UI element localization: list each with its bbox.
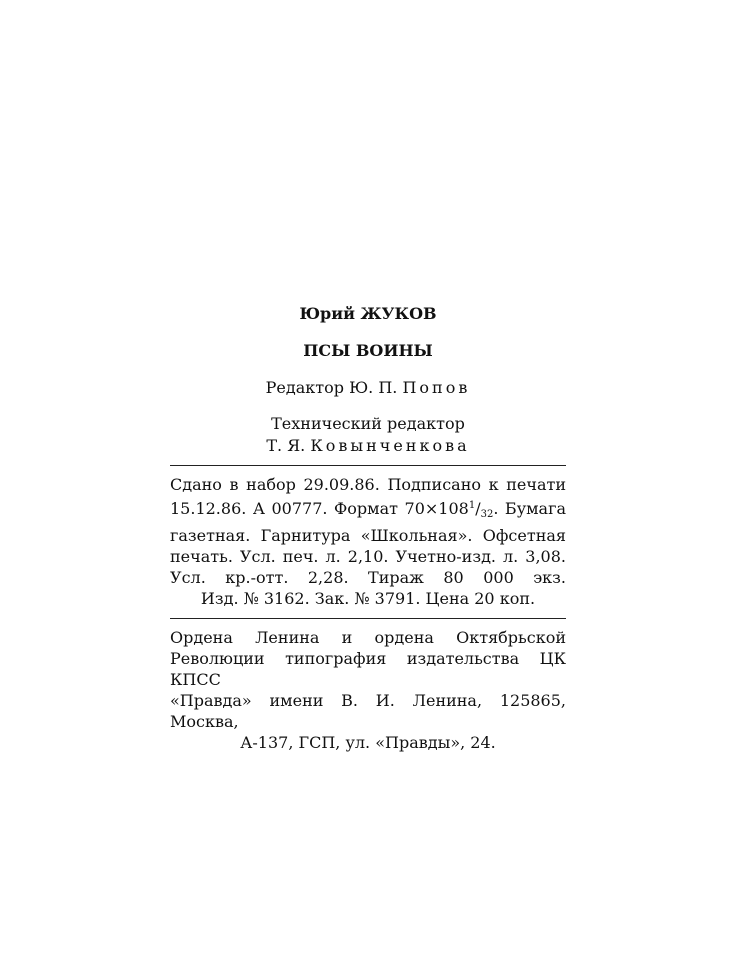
print-info-line: Усл. кр.-отт. 2,28. Тираж 80 000 экз. [170,568,566,587]
print-info-line: газетная. Гарнитура «Школьная». Офсетная [170,526,566,545]
print-info-paper-text: . Бумага [493,499,567,518]
print-info-line-format [170,495,566,525]
divider-bottom [170,618,566,619]
print-info-block [170,474,566,610]
printer-block [170,627,566,754]
editor-label: Редактор Ю. П. [265,378,398,397]
printer-line: «Правда» имени В. И. Ленина, 125865, Москва, [170,691,566,731]
printer-line: Ордена Ленина и ордена Октябрьской [170,628,566,647]
print-info-format-text: 15.12.86. А 00777. Формат 70×108 [170,499,469,518]
print-info-line: Сдано в набор 29.09.86. Подписано к печати [170,475,566,494]
format-fraction-numerator: 1 [468,500,476,511]
printer-line: А-137, ГСП, ул. «Правды», 24. [240,733,496,752]
author-name: Юрий ЖУКОВ [299,304,437,323]
tech-editor-name: Ковынченкова [310,436,470,455]
divider-top [170,465,566,466]
print-info-line: печать. Усл. печ. л. 2,10. Учетно-изд. л. 3,08. [170,547,566,566]
tech-editor-line [170,435,566,457]
editor-name: Попов [402,378,471,397]
printer-line: Революции типография издательства ЦК КПСС [170,649,566,689]
book-title: ПСЫ ВОИНЫ [303,341,433,360]
colophon [170,303,566,754]
format-fraction-denominator: 32 [480,509,494,520]
print-info-line: Изд. № 3162. Зак. № 3791. Цена 20 коп. [200,589,536,608]
format-fraction-slash: / [475,499,481,518]
editor-line [170,377,566,399]
tech-editor-initials: Т. Я. [266,436,306,455]
tech-editor-label: Технический редактор [271,414,465,433]
